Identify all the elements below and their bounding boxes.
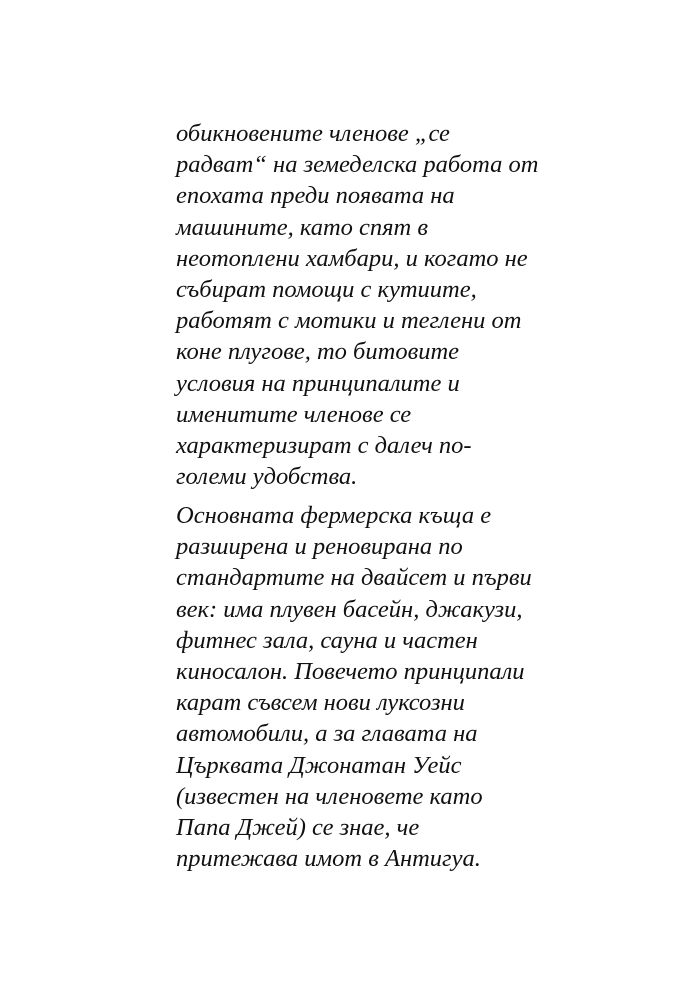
paragraph-2 <box>176 500 596 874</box>
paragraph-line: неотоплени хамбари, и когато не <box>176 244 528 272</box>
paragraph-line: фитнес зала, сауна и частен <box>176 626 478 654</box>
paragraph-line: именитите членове се <box>176 400 412 428</box>
paragraph-line: епохата преди появата на <box>176 182 455 210</box>
paragraph-line: притежава имот в Антигуа. <box>176 845 481 873</box>
paragraph-line: машините, като спят в <box>176 213 428 241</box>
paragraph-line: век: има плувен басейн, джакузи, <box>176 595 523 623</box>
paragraph-line: автомобили, а за главата на <box>176 720 478 748</box>
paragraph-line: разширена и реновирана по <box>176 533 463 561</box>
paragraph-line: обикновените членове „се <box>176 120 450 147</box>
paragraph-line: събират помощи с кутиите, <box>176 276 477 304</box>
paragraph-1 <box>176 118 596 492</box>
paragraph-line: стандартите на двайсет и първи <box>176 564 532 592</box>
paragraph-line: коне плугове, то битовите <box>176 338 460 366</box>
paragraph-line: Основната фермерска къща е <box>176 502 492 529</box>
paragraph-line: радват“ на земеделска работа от <box>176 151 539 179</box>
paragraph-line: киносалон. Повечето принципали <box>176 658 525 686</box>
paragraph-line: големи удобства. <box>176 463 358 491</box>
paragraph-line: условия на принципалите и <box>176 369 460 397</box>
paragraph-line: (известен на членовете като <box>176 782 483 810</box>
paragraph-line: карат съвсем нови луксозни <box>176 689 465 717</box>
paragraph-line: Църквата Джонатан Уейс <box>176 751 462 779</box>
paragraph-line: характеризират с далеч по- <box>176 432 472 460</box>
paragraph-line: Папа Джей) се знае, че <box>176 814 420 842</box>
paragraph-line: работят с мотики и теглени от <box>176 307 522 335</box>
